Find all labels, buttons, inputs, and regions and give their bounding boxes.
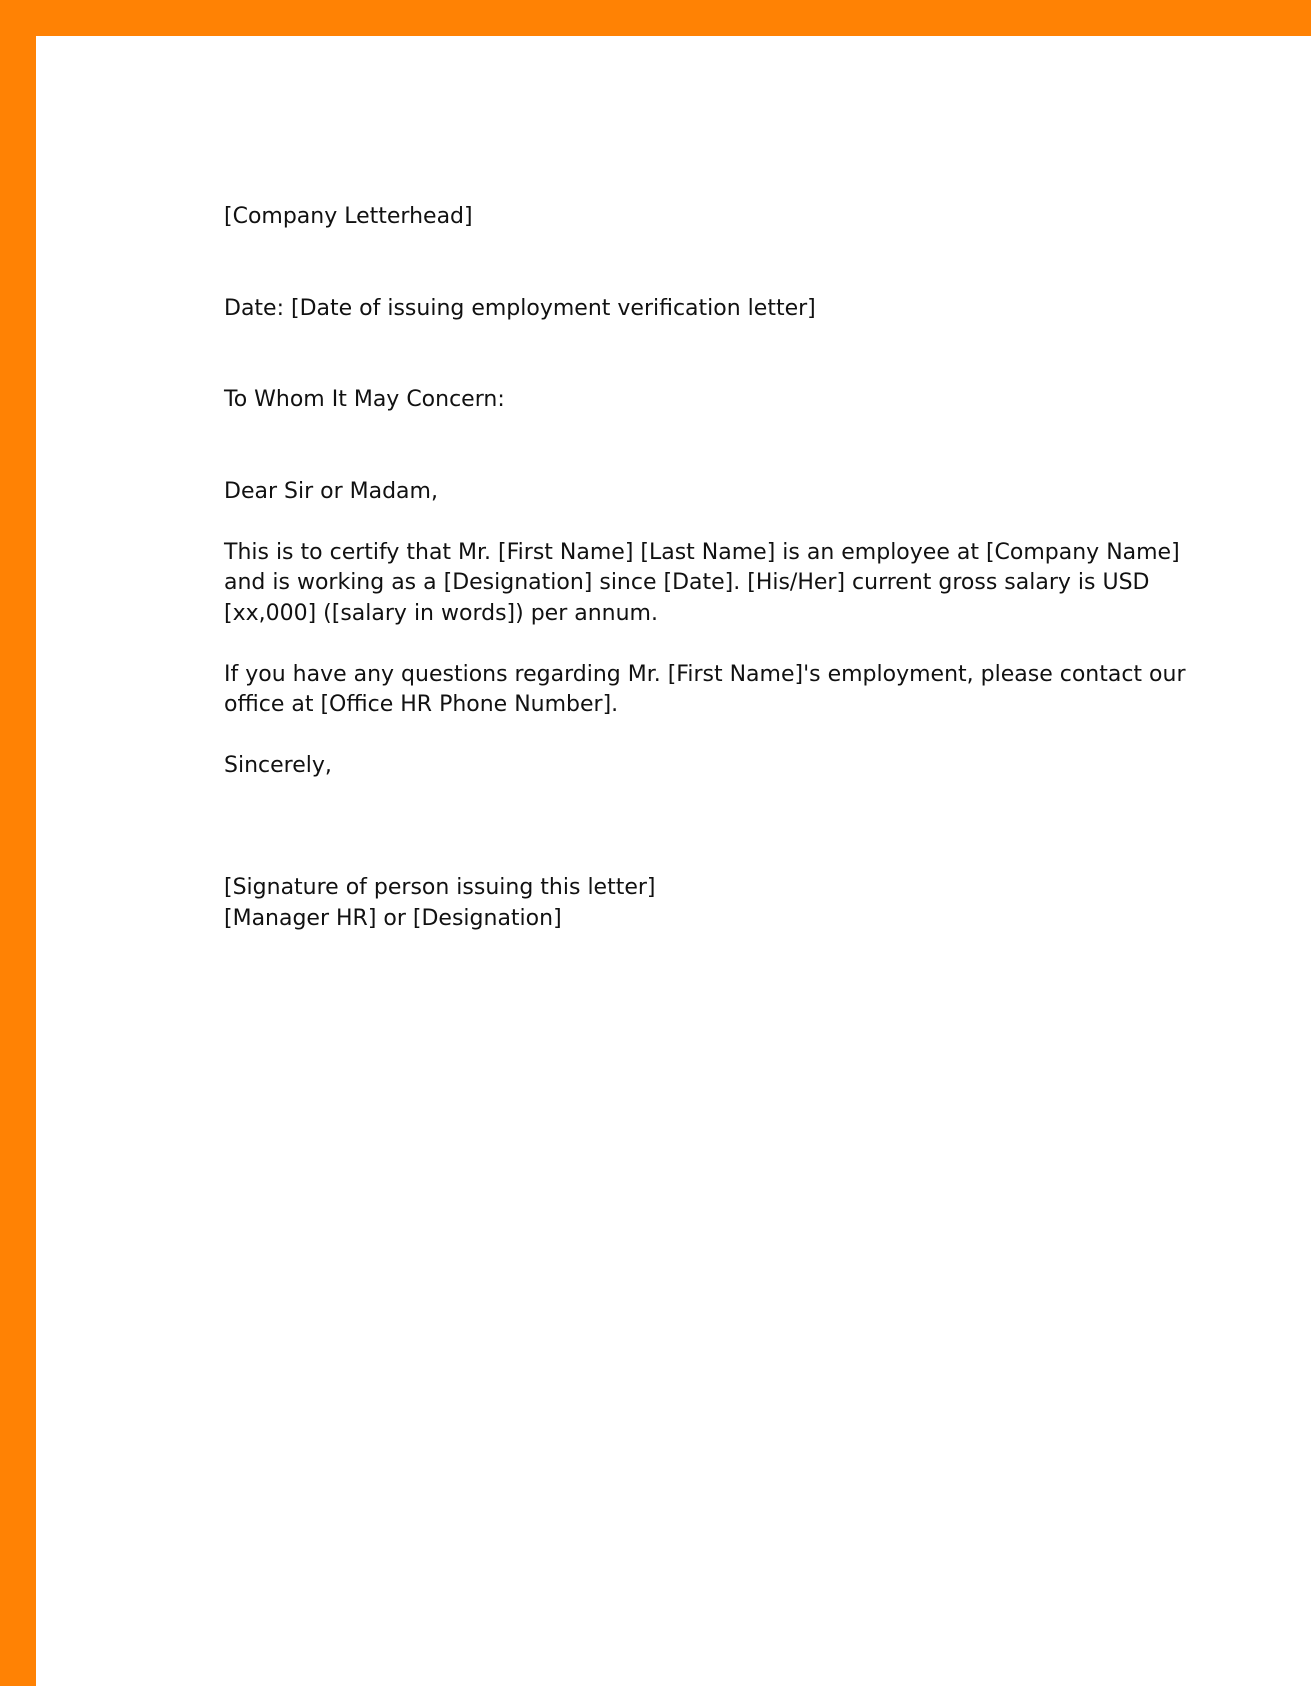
certification-paragraph: [224, 538, 1180, 630]
addressee-text: To Whom It May Concern:: [224, 387, 505, 412]
date-text: Date: [Date of issuing employment verification letter]: [224, 295, 816, 321]
signature-block: [224, 873, 1124, 934]
signature-text: [Signature of person issuing this letter]: [224, 875, 656, 900]
title-text: [Manager HR] or [Designation]: [224, 905, 562, 931]
company-letterhead: [224, 202, 1124, 233]
letterhead-text: [Company Letterhead]: [224, 204, 473, 229]
closing-text: Sincerely,: [224, 753, 332, 778]
paragraph-line: office at [Office HR Phone Number].: [224, 692, 619, 717]
paragraph-line: and is working as a [Designation] since [Date]. [His/Her] current gross salary is USD: [224, 570, 1150, 595]
paragraph-line: This is to certify that Mr. [First Name] [Last Name] is an employee at [Company Name]: [224, 539, 1180, 565]
closing-line: [224, 751, 1124, 782]
salutation-text: Dear Sir or Madam,: [224, 478, 438, 504]
paragraph-line: If you have any questions regarding Mr. [First Name]'s employment, please contact our: [224, 661, 1186, 687]
paragraph-line: [xx,000] ([salary in words]) per annum.: [224, 600, 658, 626]
letter-body: [224, 202, 1186, 934]
contact-paragraph: [224, 660, 1186, 721]
salutation-line: [224, 477, 1124, 508]
letter-page: [36, 36, 1311, 1686]
addressee-line: [224, 385, 1124, 416]
date-line: [224, 294, 1124, 325]
